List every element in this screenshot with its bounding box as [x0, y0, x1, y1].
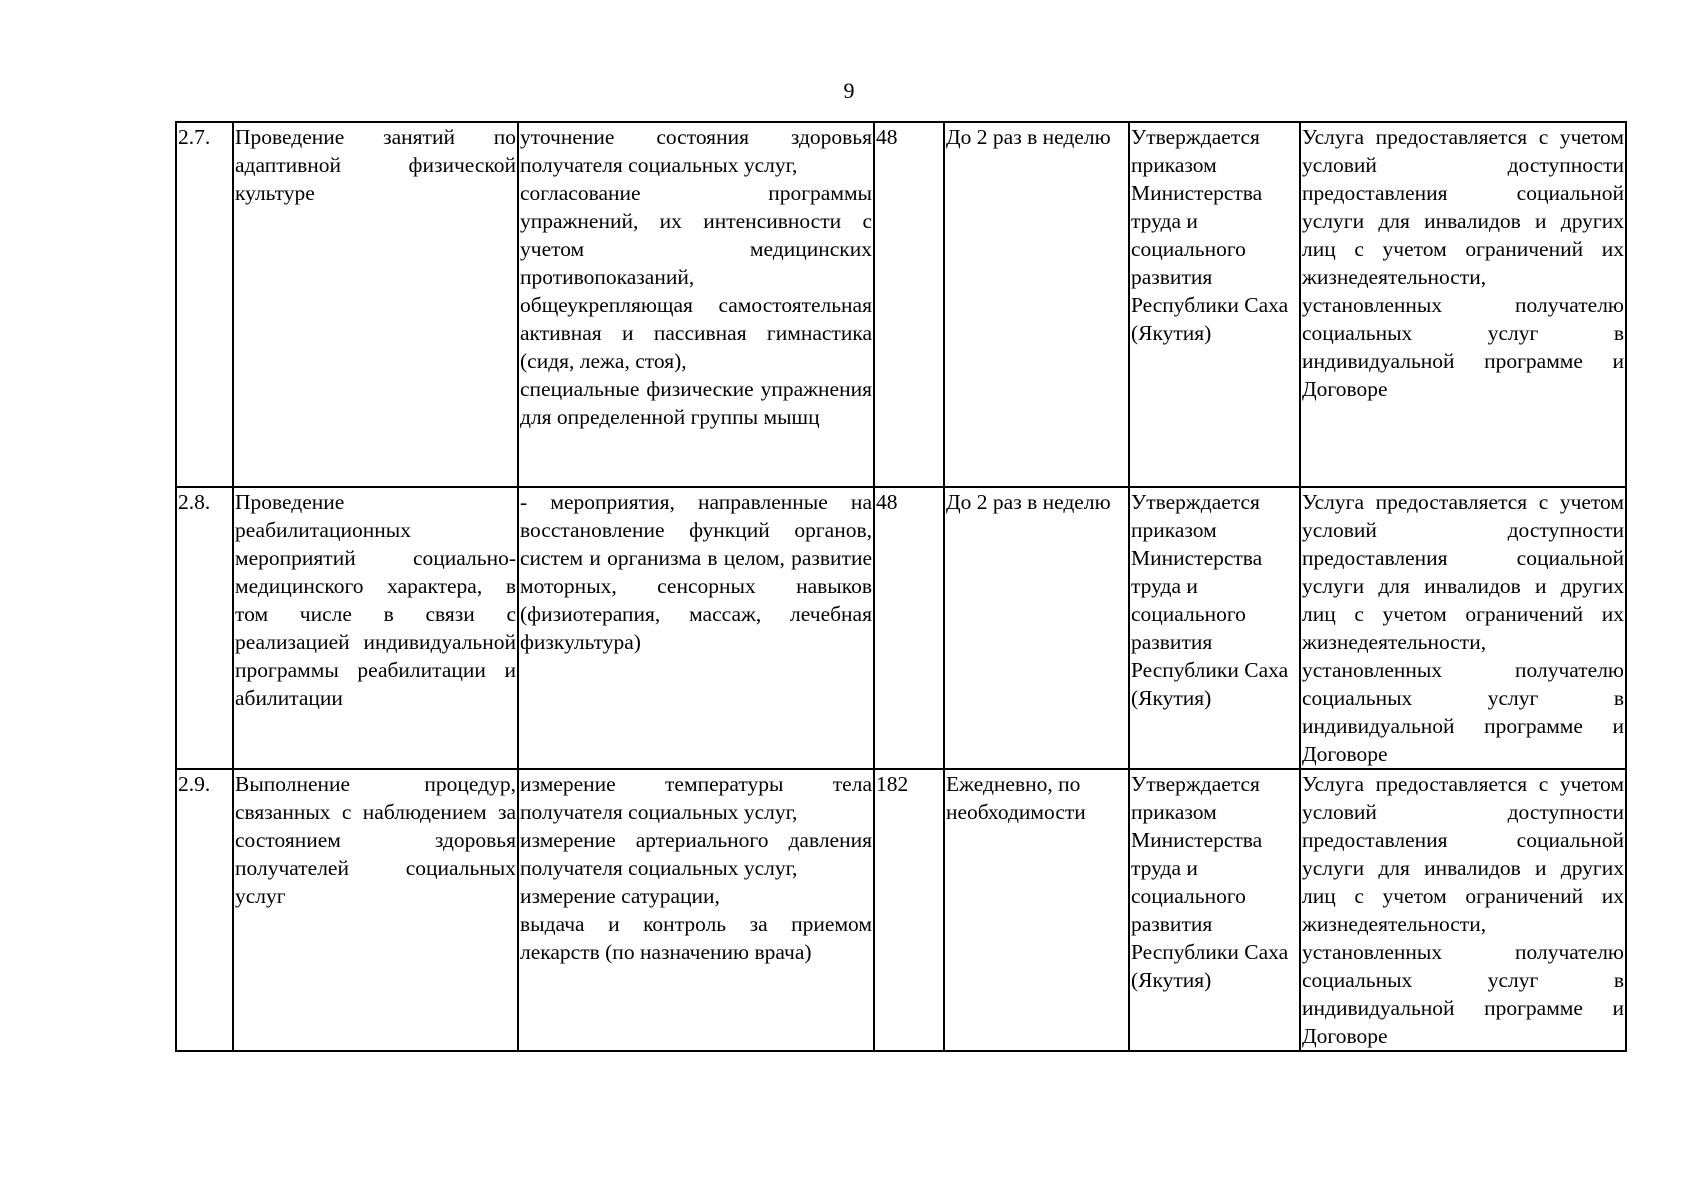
service-number: 2.9. — [176, 769, 233, 1051]
content-line: уточнение состояния здоровья получателя социальных услуг, — [520, 125, 872, 177]
service-approval: Утверждается приказом Министерства труда и социального развития Республики Саха (Якутия) — [1129, 769, 1300, 1051]
service-frequency: До 2 раз в неделю — [944, 122, 1129, 487]
service-conditions: Услуга предоставляется с учетом условий доступности предоставления социальной услуги для инвалидов и других лиц с учетом ограничений их жизнедеятельности, установленных получателю социальных услуг в индивидуальной программе и Договоре — [1300, 122, 1626, 487]
service-content — [518, 769, 874, 1051]
service-number: 2.8. — [176, 487, 233, 769]
service-name: Выполнение процедур, связанных с наблюдением за состоянием здоровья получателей социальных услуг — [233, 769, 518, 1051]
content-line: измерение артериального давления получателя социальных услуг, — [520, 828, 872, 880]
content-line: специальные физические упражнения для определенной группы мышц — [520, 377, 872, 429]
service-content — [518, 122, 874, 487]
service-approval: Утверждается приказом Министерства труда и социального развития Республики Саха (Якутия) — [1129, 487, 1300, 769]
content-line: выдача и контроль за приемом лекарств (по назначению врача) — [520, 912, 872, 964]
content-line: измерение сатурации, — [520, 884, 720, 908]
service-approval: Утверждается приказом Министерства труда и социального развития Республики Саха (Якутия) — [1129, 122, 1300, 487]
service-name: Проведение занятий по адаптивной физической культуре — [233, 122, 518, 487]
service-number: 2.7. — [176, 122, 233, 487]
service-count: 48 — [874, 122, 944, 487]
service-name: Проведение реабилитационных мероприятий социально-медицинского характера, в том числе в связи с реализацией индивидуальной программы реабилитации и абилитации — [233, 487, 518, 769]
service-count: 182 — [874, 769, 944, 1051]
table-row — [176, 122, 1626, 487]
service-content — [518, 487, 874, 769]
service-frequency: До 2 раз в неделю — [944, 487, 1129, 769]
content-line: общеукрепляющая самостоятельная активная и пассивная гимнастика (сидя, лежа, стоя), — [520, 293, 872, 373]
service-conditions: Услуга предоставляется с учетом условий доступности предоставления социальной услуги для инвалидов и других лиц с учетом ограничений их жизнедеятельности, установленных получателю социальных услуг в индивидуальной программе и Договоре — [1300, 487, 1626, 769]
service-count: 48 — [874, 487, 944, 769]
services-table — [175, 121, 1627, 1052]
service-frequency: Ежедневно, по необходимости — [944, 769, 1129, 1051]
content-line: измерение температуры тела получателя социальных услуг, — [520, 772, 872, 824]
table-row — [176, 487, 1626, 769]
service-conditions: Услуга предоставляется с учетом условий доступности предоставления социальной услуги для инвалидов и других лиц с учетом ограничений их жизнедеятельности, установленных получателю социальных услуг в индивидуальной программе и Договоре — [1300, 769, 1626, 1051]
content-line: согласование программы упражнений, их интенсивности с учетом медицинских противопоказаний, — [520, 181, 872, 289]
table-row — [176, 769, 1626, 1051]
page-number: 9 — [843, 78, 855, 103]
content-line: - мероприятия, направленные на восстановление функций органов, систем и организма в целом, развитие моторных, сенсорных навыков (физиотерапия, массаж, лечебная физкультура) — [520, 490, 872, 654]
